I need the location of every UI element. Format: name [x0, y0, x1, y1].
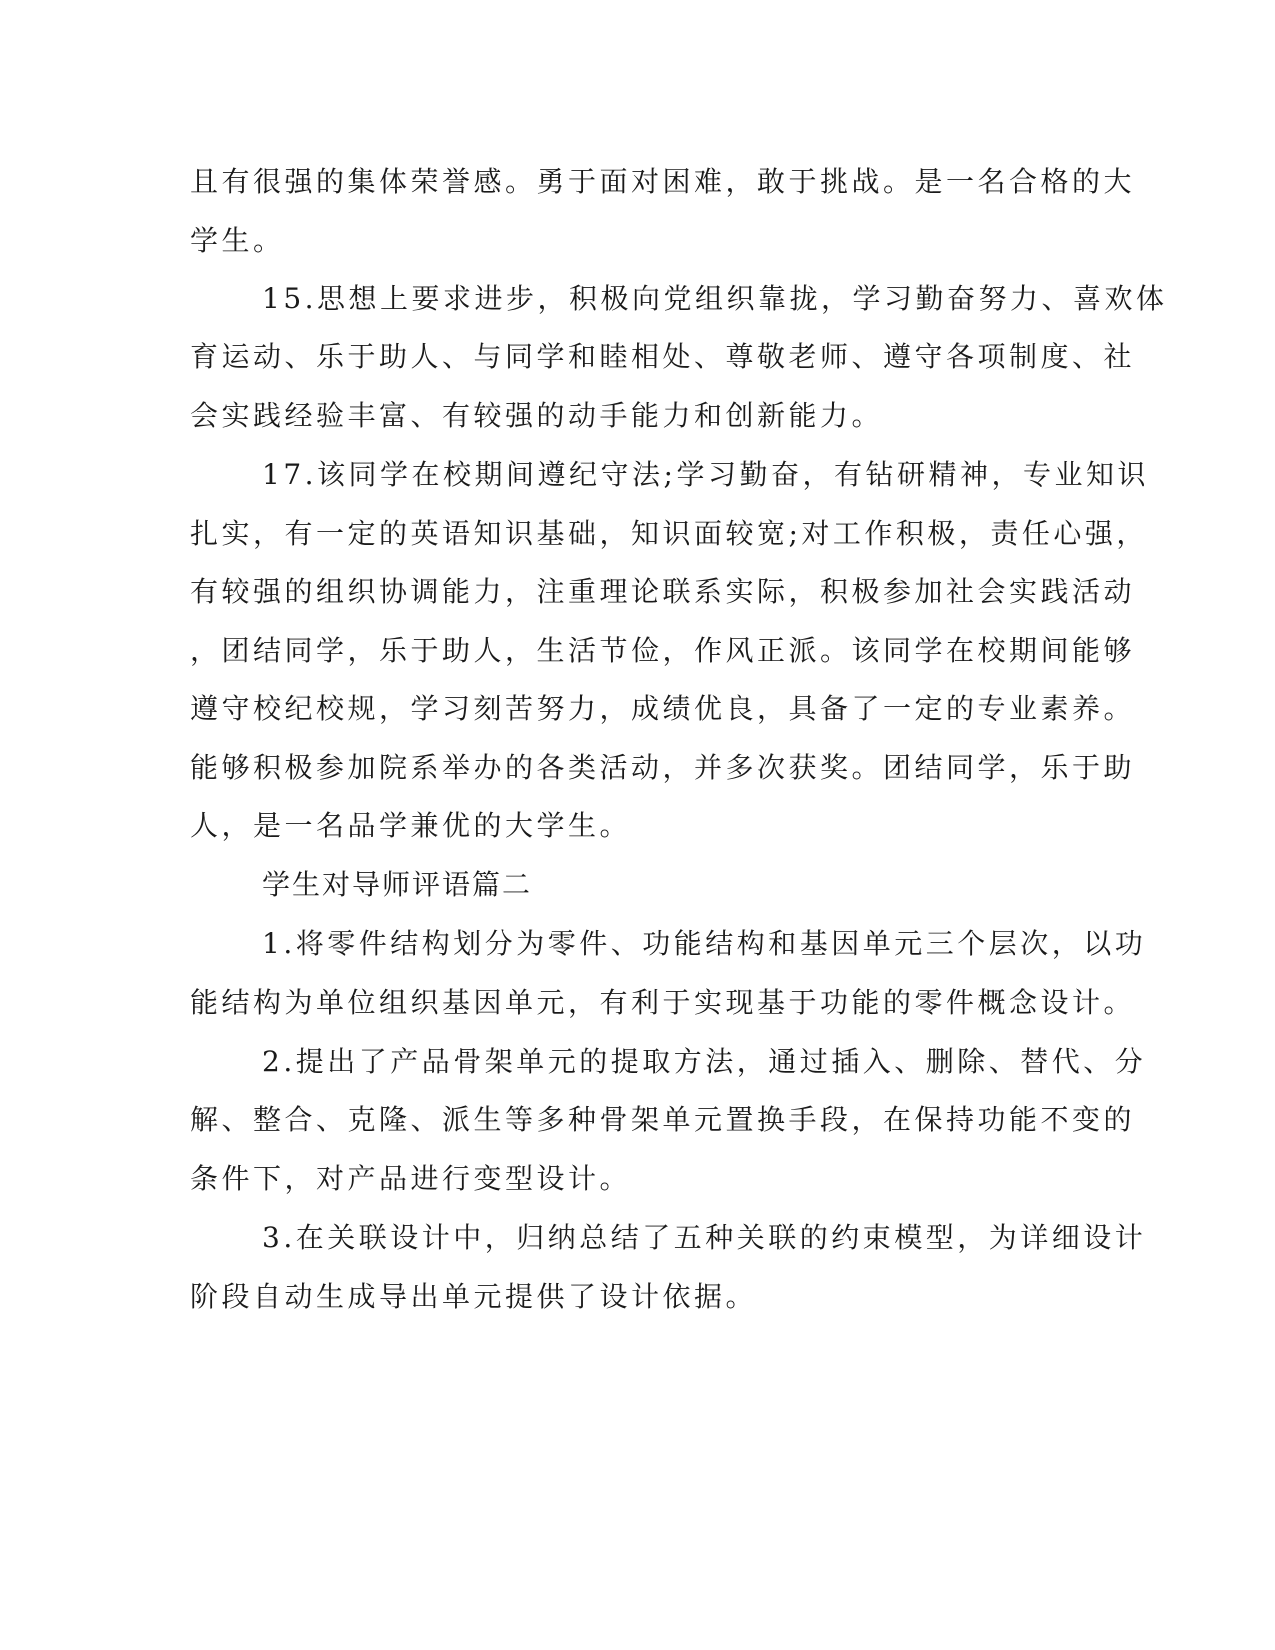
text-line: 有较强的组织协调能力，注重理论联系实际，积极参加社会实践活动 — [190, 575, 1136, 608]
text-line: 扎实，有一定的英语知识基础，知识面较宽;对工作积极，责任心强， — [190, 517, 1148, 550]
text-line: 3.在关联设计中，归纳总结了五种关联的约束模型，为详细设计 — [262, 1221, 1147, 1254]
text-line: 且有很强的集体荣誉感。勇于面对困难，敢于挑战。是一名合格的大 — [190, 165, 1136, 198]
section-heading: 学生对导师评语篇二 — [262, 868, 533, 901]
text-line: 人，是一名品学兼优的大学生。 — [190, 809, 632, 842]
text-line: 遵守校纪校规，学习刻苦努力，成绩优良，具备了一定的专业素养。 — [190, 692, 1136, 725]
text-line: 阶段自动生成导出单元提供了设计依据。 — [190, 1280, 758, 1313]
text-line: ，团结同学，乐于助人，生活节俭，作风正派。该同学在校期间能够 — [190, 634, 1136, 667]
text-line: 15.思想上要求进步，积极向党组织靠拢，学习勤奋努力、喜欢体 — [262, 282, 1168, 315]
text-line: 育运动、乐于助人、与同学和睦相处、尊敬老师、遵守各项制度、社 — [190, 340, 1136, 373]
text-line: 能结构为单位组织基因单元，有利于实现基于功能的零件概念设计。 — [190, 986, 1136, 1019]
text-line: 会实践经验丰富、有较强的动手能力和创新能力。 — [190, 399, 884, 432]
text-line: 能够积极参加院系举办的各类活动，并多次获奖。团结同学，乐于助 — [190, 751, 1136, 784]
text-line: 2.提出了产品骨架单元的提取方法，通过插入、删除、替代、分 — [262, 1045, 1147, 1078]
text-line: 学生。 — [190, 224, 285, 257]
text-line: 1.将零件结构划分为零件、功能结构和基因单元三个层次，以功 — [262, 927, 1147, 960]
text-line: 17.该同学在校期间遵纪守法;学习勤奋，有钻研精神，专业知识 — [262, 458, 1149, 491]
text-line: 解、整合、克隆、派生等多种骨架单元置换手段，在保持功能不变的 — [190, 1103, 1136, 1136]
text-line: 条件下，对产品进行变型设计。 — [190, 1162, 632, 1195]
